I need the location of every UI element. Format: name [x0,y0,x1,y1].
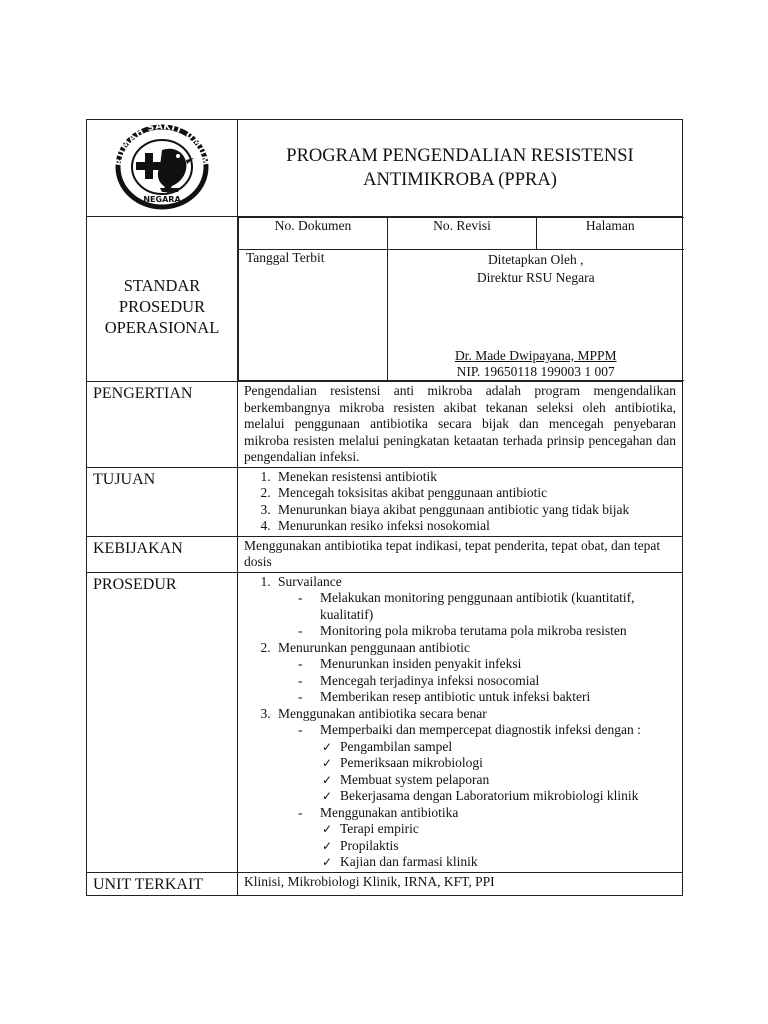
sop-label: STANDAR PROSEDUR OPERASIONAL [87,217,238,382]
logo-arc-text: RUMAH SAKIT UMUM [113,121,211,167]
sop-document [86,119,682,896]
kebijakan-text: Menggunakan antibiotika tepat indikasi, tepat penderita, tepat obat, dan tepat dosis [238,536,683,572]
tujuan-content [238,467,683,536]
no-revisi-label: No. Revisi [388,218,537,250]
list-item: - Memberikan resep antibiotic untuk infeksi bakteri [298,689,676,706]
direktur-label: Direktur RSU Negara [476,270,595,285]
list-item: 2. Mencegah toksisitas akibat penggunaan antibiotic [274,485,676,502]
checklist-item: ✓ Pengambilan sampel [322,739,676,756]
halaman-label: Halaman [537,218,684,250]
list-item: 1. Menekan resistensi antibiotik [274,469,676,486]
logo-cell [87,120,238,217]
signature-block [388,250,684,381]
tujuan-list [244,469,676,535]
meta-table [238,217,684,381]
prosedur-step [274,706,676,871]
checklist-item: ✓ Kajian dan farmasi klinik [322,854,676,871]
hospital-logo [102,122,222,210]
prosedur-content [238,572,683,872]
list-item [298,805,676,871]
list-item: - Mencegah terjadinya infeksi nosocomial [298,673,676,690]
unit-terkait-label: UNIT TERKAIT [87,872,238,895]
step-title: Survailance [278,573,342,589]
checklist-item: ✓ Membuat system pelaporan [322,772,676,789]
pengertian-text: Pengendalian resistensi anti mikroba adalah program mengendalikan berkembangnya mikroba resisten akibat tekanan seleksi oleh antibiotika, melalui penggunaan antibiotika secara bijak dan mencegah penyebaran mikroba resisten melalui peningkatan ketaatan terhada prinsip pencegahan dan pengendalian infeksi. [238,382,683,468]
checklist-item: ✓ Propilaktis [322,838,676,855]
logo-bottom-text: NEGARA [143,194,181,204]
tujuan-label: TUJUAN [87,467,238,536]
sub-title: Memperbaiki dan mempercepat diagnostik infeksi dengan : [320,722,641,737]
signatory-name: Dr. Made Dwipayana, MPPM [454,348,617,363]
no-dokumen-label: No. Dokumen [239,218,388,250]
sop-table [86,119,683,896]
meta-cell [238,217,683,382]
pengertian-label: PENGERTIAN [87,382,238,468]
checklist-item: ✓ Terapi empiric [322,821,676,838]
list-item: - Monitoring pola mikroba terutama pola mikroba resisten [298,623,676,640]
unit-terkait-text: Klinisi, Mikrobiologi Klinik, IRNA, KFT, PPI [238,872,683,895]
prosedur-step [274,574,676,640]
list-item: 4. Menurunkan resiko infeksi nosokomial [274,518,676,535]
document-title: PROGRAM PENGENDALIAN RESISTENSI ANTIMIKROBA (PPRA) [238,120,683,217]
tanggal-terbit-label: Tanggal Terbit [239,250,388,381]
step-title: Menurunkan penggunaan antibiotic [278,639,470,655]
list-item: - Melakukan monitoring penggunaan antibiotik (kuantitatif, kualitatif) [298,590,676,623]
checklist-item: ✓ Pemeriksaan mikrobiologi [322,755,676,772]
prosedur-step [274,640,676,706]
checklist-item: ✓ Bekerjasama dengan Laboratorium mikrobiologi klinik [322,788,676,805]
list-item: 3. Menurunkan biaya akibat penggunaan antibiotic yang tidak bijak [274,502,676,519]
list-item [298,722,676,805]
prosedur-label: PROSEDUR [87,572,238,872]
list-item: - Menurunkan insiden penyakit infeksi [298,656,676,673]
prosedur-list [244,574,676,871]
kebijakan-label: KEBIJAKAN [87,536,238,572]
ditetapkan-label: Ditetapkan Oleh , [487,252,584,267]
sub-title: Menggunakan antibiotika [320,804,459,820]
step-title: Menggunakan antibiotika secara benar [278,705,487,721]
signatory-nip: NIP. 19650118 199003 1 007 [456,364,615,379]
